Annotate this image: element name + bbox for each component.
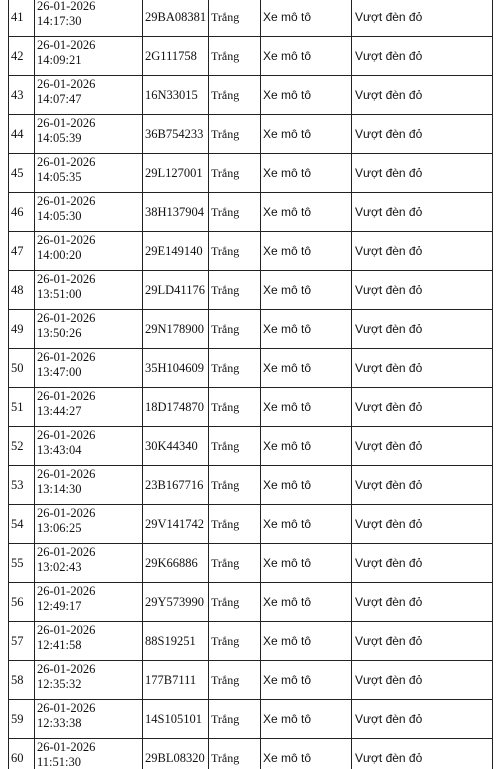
violation-date: 26-01-2026 [37, 389, 96, 403]
row-number: 60 [9, 739, 35, 769]
violation-clock: 14:05:39 [37, 131, 82, 145]
plate-color: Trắng [209, 310, 261, 349]
vehicle-type: Xe mô tô [261, 739, 352, 769]
plate-color: Trắng [209, 115, 261, 154]
violation-date: 26-01-2026 [37, 77, 96, 91]
row-number: 49 [9, 310, 35, 349]
license-plate: 29V141742 [143, 505, 209, 544]
table-row [9, 0, 493, 37]
license-plate: 18D174870 [143, 388, 209, 427]
violation-clock: 13:51:00 [37, 287, 82, 301]
row-number: 45 [9, 154, 35, 193]
violation-type: Vượt đèn đỏ [352, 0, 493, 37]
vehicle-type: Xe mô tô [261, 388, 352, 427]
violation-type: Vượt đèn đỏ [352, 388, 493, 427]
vehicle-type: Xe mô tô [261, 115, 352, 154]
violation-time [35, 154, 143, 193]
violation-date: 26-01-2026 [37, 428, 96, 442]
vehicle-type: Xe mô tô [261, 349, 352, 388]
plate-color: Trắng [209, 76, 261, 115]
plate-color: Trắng [209, 583, 261, 622]
license-plate: 23B167716 [143, 466, 209, 505]
row-number: 57 [9, 622, 35, 661]
row-number: 55 [9, 544, 35, 583]
violation-type: Vượt đèn đỏ [352, 76, 493, 115]
violation-clock: 14:17:30 [37, 14, 82, 28]
row-number: 58 [9, 661, 35, 700]
table-row [9, 271, 493, 310]
license-plate: 35H104609 [143, 349, 209, 388]
violation-type: Vượt đèn đỏ [352, 37, 493, 76]
table-row [9, 232, 493, 271]
row-number: 56 [9, 583, 35, 622]
violation-type: Vượt đèn đỏ [352, 232, 493, 271]
plate-color: Trắng [209, 349, 261, 388]
table-row [9, 115, 493, 154]
license-plate: 29BL08320 [143, 739, 209, 769]
violation-date: 26-01-2026 [37, 155, 96, 169]
violation-time [35, 232, 143, 271]
violation-clock: 13:47:00 [37, 365, 82, 379]
table-row [9, 193, 493, 232]
violation-type: Vượt đèn đỏ [352, 427, 493, 466]
row-number: 43 [9, 76, 35, 115]
row-number: 52 [9, 427, 35, 466]
violation-time [35, 349, 143, 388]
vehicle-type: Xe mô tô [261, 193, 352, 232]
vehicle-type: Xe mô tô [261, 466, 352, 505]
plate-color: Trắng [209, 661, 261, 700]
violation-clock: 13:44:27 [37, 404, 82, 418]
violation-date: 26-01-2026 [37, 506, 96, 520]
plate-color: Trắng [209, 388, 261, 427]
license-plate: 14S105101 [143, 700, 209, 739]
violation-clock: 13:02:43 [37, 560, 82, 574]
plate-color: Trắng [209, 0, 261, 37]
license-plate: 29Y573990 [143, 583, 209, 622]
license-plate: 29LD41176 [143, 271, 209, 310]
violation-clock: 14:05:35 [37, 170, 82, 184]
table-row [9, 622, 493, 661]
violation-date: 26-01-2026 [37, 701, 96, 715]
table-row [9, 661, 493, 700]
violation-clock: 13:43:04 [37, 443, 82, 457]
violation-clock: 13:50:26 [37, 326, 82, 340]
violation-clock: 12:41:58 [37, 638, 82, 652]
violation-time [35, 271, 143, 310]
table-row [9, 505, 493, 544]
violation-date: 26-01-2026 [37, 233, 96, 247]
plate-color: Trắng [209, 232, 261, 271]
vehicle-type: Xe mô tô [261, 37, 352, 76]
license-plate: 29L127001 [143, 154, 209, 193]
license-plate: 2G111758 [143, 37, 209, 76]
vehicle-type: Xe mô tô [261, 544, 352, 583]
license-plate: 88S19251 [143, 622, 209, 661]
violation-date: 26-01-2026 [37, 740, 96, 754]
table-row [9, 700, 493, 739]
table-row [9, 349, 493, 388]
plate-color: Trắng [209, 427, 261, 466]
violation-date: 26-01-2026 [37, 662, 96, 676]
plate-color: Trắng [209, 193, 261, 232]
violation-time [35, 739, 143, 769]
violation-time [35, 76, 143, 115]
violation-clock: 14:00:20 [37, 248, 82, 262]
row-number: 41 [9, 0, 35, 37]
license-plate: 16N33015 [143, 76, 209, 115]
violation-clock: 14:05:30 [37, 209, 82, 223]
license-plate: 29K66886 [143, 544, 209, 583]
row-number: 54 [9, 505, 35, 544]
violation-type: Vượt đèn đỏ [352, 349, 493, 388]
table-row [9, 544, 493, 583]
plate-color: Trắng [209, 544, 261, 583]
violation-date: 26-01-2026 [37, 194, 96, 208]
table-row [9, 37, 493, 76]
violation-clock: 11:51:30 [37, 755, 81, 769]
violation-clock: 12:35:32 [37, 677, 82, 691]
violation-type: Vượt đèn đỏ [352, 544, 493, 583]
plate-color: Trắng [209, 739, 261, 769]
row-number: 48 [9, 271, 35, 310]
violation-type: Vượt đèn đỏ [352, 739, 493, 769]
violation-date: 26-01-2026 [37, 584, 96, 598]
violation-date: 26-01-2026 [37, 116, 96, 130]
violation-time [35, 37, 143, 76]
violation-type: Vượt đèn đỏ [352, 661, 493, 700]
violation-clock: 14:07:47 [37, 92, 82, 106]
row-number: 44 [9, 115, 35, 154]
violation-table [8, 0, 493, 769]
row-number: 46 [9, 193, 35, 232]
row-number: 50 [9, 349, 35, 388]
violation-type: Vượt đèn đỏ [352, 310, 493, 349]
plate-color: Trắng [209, 466, 261, 505]
violation-clock: 14:09:21 [37, 53, 82, 67]
table-row [9, 154, 493, 193]
table-row [9, 388, 493, 427]
plate-color: Trắng [209, 154, 261, 193]
violation-time [35, 466, 143, 505]
table-row [9, 76, 493, 115]
violation-clock: 12:49:17 [37, 599, 82, 613]
vehicle-type: Xe mô tô [261, 622, 352, 661]
violation-type: Vượt đèn đỏ [352, 466, 493, 505]
violation-type: Vượt đèn đỏ [352, 193, 493, 232]
row-number: 51 [9, 388, 35, 427]
license-plate: 29E149140 [143, 232, 209, 271]
vehicle-type: Xe mô tô [261, 427, 352, 466]
violation-time [35, 0, 143, 37]
row-number: 59 [9, 700, 35, 739]
violation-time [35, 505, 143, 544]
license-plate: 36B754233 [143, 115, 209, 154]
plate-color: Trắng [209, 271, 261, 310]
violation-type: Vượt đèn đỏ [352, 154, 493, 193]
violation-time [35, 583, 143, 622]
violation-date: 26-01-2026 [37, 272, 96, 286]
plate-color: Trắng [209, 700, 261, 739]
violation-date: 26-01-2026 [37, 38, 96, 52]
violation-date: 26-01-2026 [37, 623, 96, 637]
vehicle-type: Xe mô tô [261, 154, 352, 193]
violation-time [35, 661, 143, 700]
vehicle-type: Xe mô tô [261, 310, 352, 349]
violation-time [35, 700, 143, 739]
violation-table-body [9, 0, 493, 769]
vehicle-type: Xe mô tô [261, 700, 352, 739]
violation-time [35, 427, 143, 466]
violation-time [35, 193, 143, 232]
violation-time [35, 544, 143, 583]
violation-type: Vượt đèn đỏ [352, 622, 493, 661]
vehicle-type: Xe mô tô [261, 661, 352, 700]
license-plate: 29BA08381 [143, 0, 209, 37]
vehicle-type: Xe mô tô [261, 76, 352, 115]
violation-time [35, 388, 143, 427]
violation-date: 26-01-2026 [37, 545, 96, 559]
violation-date: 26-01-2026 [37, 311, 96, 325]
table-row [9, 739, 493, 769]
violation-time [35, 115, 143, 154]
vehicle-type: Xe mô tô [261, 505, 352, 544]
violation-date: 26-01-2026 [37, 350, 96, 364]
vehicle-type: Xe mô tô [261, 232, 352, 271]
license-plate: 30K44340 [143, 427, 209, 466]
license-plate: 177B7111 [143, 661, 209, 700]
table-row [9, 583, 493, 622]
violation-clock: 12:33:38 [37, 716, 82, 730]
vehicle-type: Xe mô tô [261, 583, 352, 622]
row-number: 53 [9, 466, 35, 505]
license-plate: 38H137904 [143, 193, 209, 232]
violation-type: Vượt đèn đỏ [352, 583, 493, 622]
violation-date: 26-01-2026 [37, 467, 96, 481]
table-row [9, 310, 493, 349]
violation-time [35, 622, 143, 661]
table-row [9, 427, 493, 466]
violation-type: Vượt đèn đỏ [352, 115, 493, 154]
violation-type: Vượt đèn đỏ [352, 700, 493, 739]
violation-date: 26-01-2026 [37, 0, 96, 13]
plate-color: Trắng [209, 37, 261, 76]
violation-clock: 13:06:25 [37, 521, 82, 535]
table-row [9, 466, 493, 505]
plate-color: Trắng [209, 622, 261, 661]
plate-color: Trắng [209, 505, 261, 544]
violation-time [35, 310, 143, 349]
violation-type: Vượt đèn đỏ [352, 505, 493, 544]
row-number: 47 [9, 232, 35, 271]
violation-clock: 13:14:30 [37, 482, 82, 496]
vehicle-type: Xe mô tô [261, 271, 352, 310]
row-number: 42 [9, 37, 35, 76]
license-plate: 29N178900 [143, 310, 209, 349]
violation-type: Vượt đèn đỏ [352, 271, 493, 310]
vehicle-type: Xe mô tô [261, 0, 352, 37]
